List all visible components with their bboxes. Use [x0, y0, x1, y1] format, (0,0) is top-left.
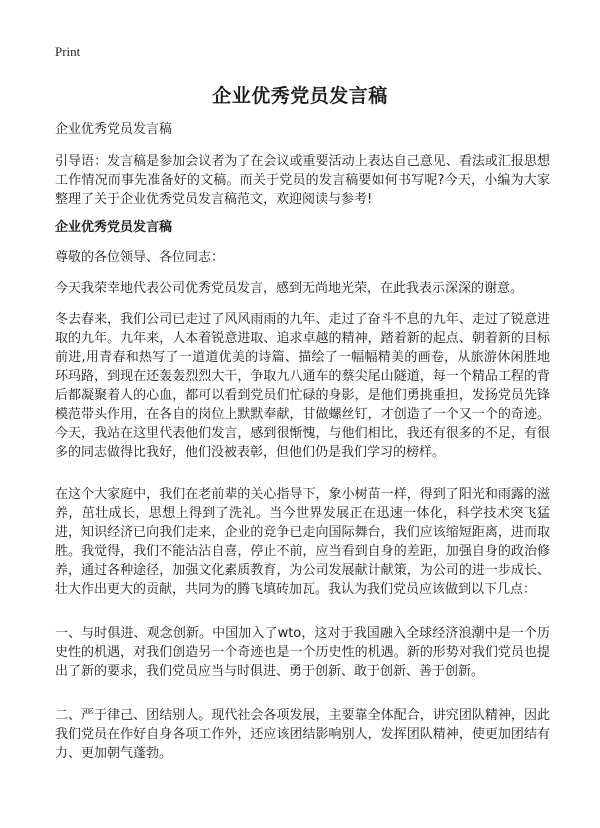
document-subtitle: 企业优秀党员发言稿 — [55, 122, 173, 137]
body-paragraph-4: 一、与时俱进、观念创新。中国加入了wto，这对于我国融入全球经济浪潮中是一个历史性的机遇，对我们创造另一个奇迹也是一个历史性的机遇。新的形势对我们党员也提出了新的要求，我们党员应当与时俱进、勇于创新、敢于创新、善于创新。 — [55, 626, 550, 679]
document-title: 企业优秀党员发言稿 — [212, 85, 388, 107]
body-paragraph-3: 在这个大家庭中，我们在老前辈的关心指导下，象小树苗一样，得到了阳光和雨露的滋养，茁壮成长，思想上得到了洗礼。当今世界发展正在迅速一体化，科学技术突飞猛进，知识经济已向我们走来，企业的竞争已走向国际舞台，我们应该缩短距离，进而取胜。我觉得，我们不能沾沾自喜，停止不前，应当看到自身的差距，加强自身的政治修养，通过各种途径，加强文化素质教育，为公司发展献计献策，为公司的进一步成长、壮大作出更大的贡献，共同为的腾飞填砖加瓦。我认为我们党员应该做到以下几点： — [55, 487, 550, 597]
intro-paragraph: 引导语：发言稿是参加会议者为了在会议或重要活动上表达自己意见、看法或汇报思想工作情况而事先准备好的文稿。而关于党员的发言稿要如何书写呢?今天，小编为大家整理了关于企业优秀党员发言稿范文，欢迎阅读与参考! — [55, 154, 550, 207]
body-paragraph-5: 二、严于律己、团结别人。现代社会各项发展，主要靠全体配合，讲究团队精神，因此我们党员在作好自身各项工作外，还应该团结影响别人，发挥团队精神，使更加团结有力、更加朝气蓬勃。 — [55, 708, 550, 761]
print-link[interactable]: Print — [55, 44, 81, 59]
body-paragraph-2: 冬去春来，我们公司已走过了风风雨雨的九年、走过了奋斗不息的九年、走过了锐意进取的九年。九年来，人本着锐意进取、追求卓越的精神，踏着新的起点、朝着新的目标前进,用青春和热写了一道道优美的诗篇、描绘了一幅幅精美的画卷，从旅游休闲胜地环玛路，到现在还轰轰烈烈大干，争取九八通车的蔡尖尾山隧道，每一个精品工程的背后都凝聚着人的心血，都可以看到党员们忙碌的身影，是他们勇挑重担，发扬党员先锋模范带头作用，在各自的岗位上默默奉献，甘做螺丝钉，才创造了一个又一个的奇迹。今天，我站在这里代表他们发言，感到很惭愧，与他们相比，我还有很多的不足，有很多的同志做得比我好，他们没被表彰，但他们仍是我们学习的榜样。 — [55, 312, 550, 460]
section-heading: 企业优秀党员发言稿 — [55, 220, 173, 235]
body-paragraph-1: 今天我荣幸地代表公司优秀党员发言，感到无尚地光荣，在此我表示深深的谢意。 — [55, 281, 524, 296]
greeting: 尊敬的各位领导、各位同志： — [55, 250, 225, 265]
